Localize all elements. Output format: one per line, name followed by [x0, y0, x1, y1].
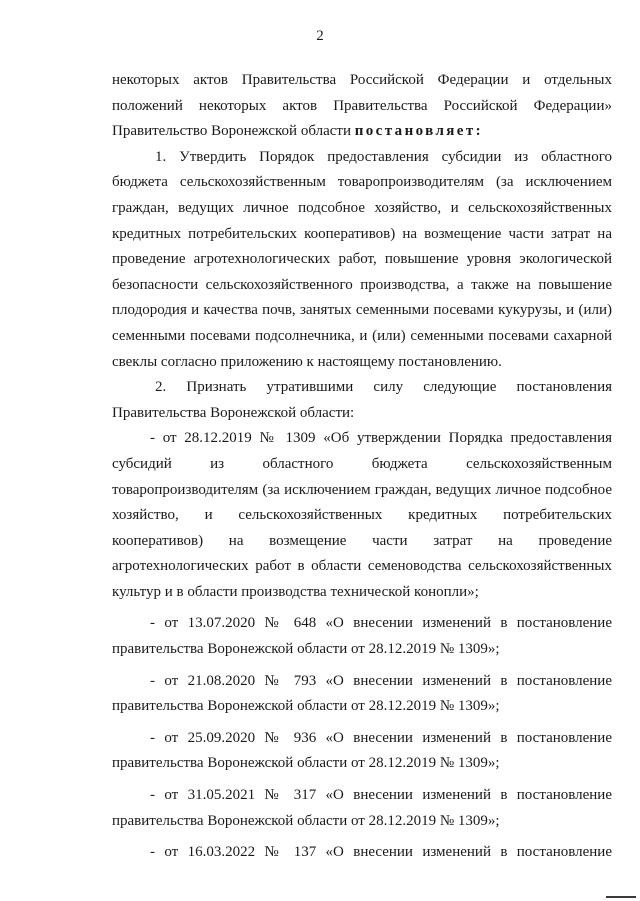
amendment-line: - от 25.09.2020 № 936 «О внесении изменений в постановление — [150, 729, 612, 746]
item1-line: граждан, ведущих личное подсобное хозяйство, и сельскохозяйственных — [112, 199, 612, 216]
scan-mark — [606, 896, 636, 898]
amendment-line: правительства Воронежской области от 28.12.2019 № 1309»; — [112, 755, 500, 772]
sub1-line: кооперативов) на возмещение части затрат на проведение — [112, 532, 612, 549]
amendment-line: - от 21.08.2020 № 793 «О внесении изменений в постановление — [150, 672, 612, 689]
amendment-line: - от 16.03.2022 № 137 «О внесении изменений в постановление — [150, 844, 612, 861]
item1-line: проведение агротехнологических работ, повышение уровня экологической — [112, 251, 612, 268]
item1-line-last: свеклы согласно приложению к настоящему постановлению. — [112, 353, 502, 370]
item1-line: плодородия и качества почв, занятых семенными посевами кукурузы, и (или) — [112, 302, 612, 319]
amendment-line: правительства Воронежской области от 28.12.2019 № 1309»; — [112, 698, 500, 715]
amendment-line: - от 31.05.2021 № 317 «О внесении изменений в постановление — [150, 787, 612, 804]
item1-line: семенными посевами подсолнечника, и (или) семенными посевами сахарной — [112, 327, 612, 344]
decree-word: постановляет: — [354, 123, 483, 140]
sub1-line: хозяйство, и сельскохозяйственных кредитных потребительских — [112, 507, 612, 524]
item1-line: безопасности сельскохозяйственного производства, а также на повышение — [112, 276, 612, 293]
intro-text: Правительство Воронежской области — [112, 123, 355, 140]
item1-line: бюджета сельскохозяйственным товаропроизводителям (за исключением — [112, 174, 612, 191]
item2-line: 2. Признать утратившими силу следующие постановления — [155, 379, 612, 396]
sub1-line: товаропроизводителям (за исключением граждан, ведущих личное подсобное — [112, 481, 612, 498]
intro-line: некоторых актов Правительства Российской Федерации и отдельных — [112, 72, 612, 88]
item2-line-last: Правительства Воронежской области: — [112, 404, 355, 421]
sub1-line-last: культур и в области производства технической конопли»; — [112, 583, 479, 600]
intro-line: положений некоторых актов Правительства Российской Федерации» — [112, 97, 612, 114]
amendment-line: - от 13.07.2020 № 648 «О внесении изменений в постановление — [150, 615, 612, 632]
sub1-line: агротехнологических работ в области семеноводства сельскохозяйственных — [112, 558, 612, 575]
item1-line: кредитных потребительских кооперативов) на возмещение части затрат на — [112, 225, 612, 242]
sub1-line: - от 28.12.2019 № 1309 «Об утверждении Порядка предоставления — [150, 430, 612, 447]
intro-line-decree — [112, 119, 612, 145]
item1-line: 1. Утвердить Порядок предоставления субсидии из областного — [155, 148, 612, 165]
sub1-line: субсидий из областного бюджета сельскохозяйственным — [112, 455, 612, 472]
page-number: 2 — [316, 28, 324, 44]
amendment-line: правительства Воронежской области от 28.12.2019 № 1309»; — [112, 812, 500, 829]
amendment-line: правительства Воронежской области от 28.12.2019 № 1309»; — [112, 641, 500, 658]
document-body — [112, 68, 612, 866]
